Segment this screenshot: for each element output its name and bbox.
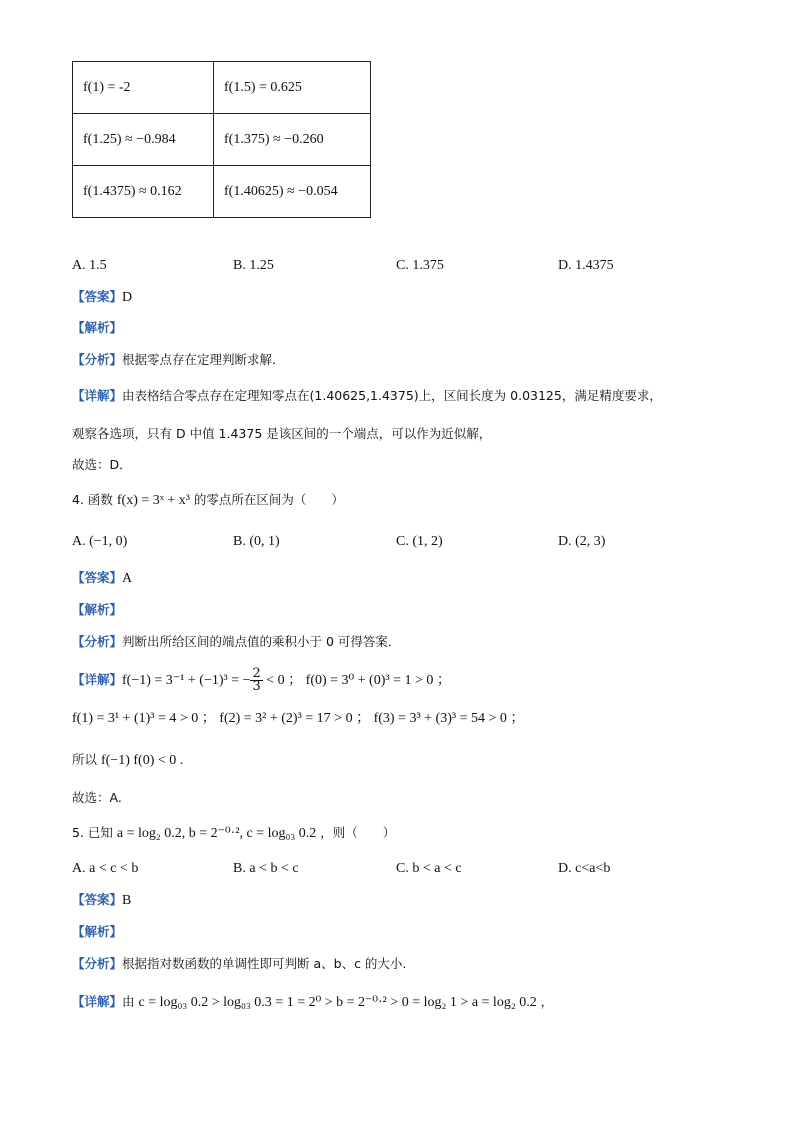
conclusion-suffix: . xyxy=(176,753,184,768)
q5-answer xyxy=(72,891,131,910)
q4-guxuan: 故选：A. xyxy=(72,790,122,805)
function-values-table xyxy=(72,61,371,218)
table-cell: f(1.5) = 0.625 xyxy=(214,62,371,114)
q4-conclusion xyxy=(72,751,183,770)
fraction-numerator: 2 xyxy=(252,666,261,681)
jiexi-tag: 【解析】 xyxy=(72,602,123,617)
q3-answer xyxy=(72,288,132,307)
fenxi-tag: 【分析】 xyxy=(72,956,123,971)
answer-tag: 【答案】 xyxy=(72,289,123,304)
fraction-denominator: 3 xyxy=(252,679,261,694)
q4-xiangjie xyxy=(72,668,451,693)
xiangjie-tag: 【详解】 xyxy=(72,388,123,403)
fenxi-text: 根据指对数函数的单调性即可判断 a、b、c 的大小. xyxy=(122,956,407,971)
answer-value: B xyxy=(122,893,132,908)
q3-xiangjie-2: 观察各选项，只有 D 中值 1.4375 是该区间的一个端点，可以作为近似解， xyxy=(72,426,492,441)
q3-jiexi xyxy=(72,319,122,338)
table-cell: f(1.375) ≈ −0.260 xyxy=(214,114,371,166)
q4-stem-func: f(x) = 3ˣ + x³ xyxy=(116,493,190,508)
q4-jiexi xyxy=(72,601,122,620)
fraction xyxy=(250,668,262,693)
q5-stem xyxy=(72,824,395,843)
q3-fenxi xyxy=(72,351,285,370)
q5-option-d: D. c<a<b xyxy=(558,861,611,876)
q4-option-d: D. (2, 3) xyxy=(558,534,606,549)
q4-fenxi xyxy=(72,633,400,652)
table-row xyxy=(73,114,371,166)
xiangjie-tag: 【详解】 xyxy=(72,994,123,1009)
fenxi-text: 判断出所给区间的端点值的乘积小于 0 可得答案． xyxy=(122,634,401,649)
q4-option-a: A. (−1, 0) xyxy=(72,534,128,549)
answer-tag: 【答案】 xyxy=(72,892,123,907)
xiangjie-math: c = log₀₃ 0.2 > log₀₃ 0.3 = 1 = 2⁰ > b = 2⁻⁰·² > 0 = log₂ 1 > a = log₂ 0.2 xyxy=(138,995,537,1010)
xiangjie-prefix: 由 xyxy=(122,994,139,1009)
xiangjie-tag: 【详解】 xyxy=(72,672,123,687)
q4-stem-suffix: 的零点所在区间为（ ） xyxy=(189,492,344,507)
xiangjie-suffix: ， xyxy=(536,994,554,1009)
q4-option-c: C. (1, 2) xyxy=(396,534,443,549)
q3-option-b: B. 1.25 xyxy=(233,258,274,273)
q3-guxuan: 故选：D． xyxy=(72,457,132,472)
q4-stem xyxy=(72,491,344,510)
fenxi-text: 根据零点存在定理判断求解． xyxy=(122,352,285,367)
q4-detail-1b: < 0 ； f(0) = 3⁰ + (0)³ = 1 > 0 ； xyxy=(262,673,451,688)
q5-stem-suffix: ，则（ ） xyxy=(316,825,396,840)
q3-xiangjie xyxy=(72,387,662,406)
jiexi-tag: 【解析】 xyxy=(72,924,123,939)
table-row xyxy=(73,166,371,218)
answer-value: A xyxy=(122,571,133,586)
q4-answer xyxy=(72,569,132,588)
q3-option-c: C. 1.375 xyxy=(396,258,444,273)
q5-xiangjie xyxy=(72,993,553,1012)
q3-option-d: D. 1.4375 xyxy=(558,258,614,273)
table-row xyxy=(73,62,371,114)
fenxi-tag: 【分析】 xyxy=(72,352,123,367)
answer-value: D xyxy=(122,290,133,305)
q5-stem-math: a = log₂ 0.2, b = 2⁻⁰·², c = log₀₃ 0.2 xyxy=(116,826,317,841)
q5-option-c: C. b < a < c xyxy=(396,861,462,876)
conclusion-prefix: 所以 xyxy=(72,752,101,767)
table-cell: f(1.40625) ≈ −0.054 xyxy=(214,166,371,218)
jiexi-tag: 【解析】 xyxy=(72,320,123,335)
q4-option-b: B. (0, 1) xyxy=(233,534,280,549)
q5-option-b: B. a < b < c xyxy=(233,861,299,876)
q4-detail-1a: f(−1) = 3⁻¹ + (−1)³ = − xyxy=(122,673,251,688)
q3-option-a: A. 1.5 xyxy=(72,258,107,273)
q5-stem-prefix: 5. 已知 xyxy=(72,825,117,840)
q5-jiexi xyxy=(72,923,122,942)
fenxi-tag: 【分析】 xyxy=(72,634,123,649)
answer-tag: 【答案】 xyxy=(72,570,123,585)
table-cell: f(1) = -2 xyxy=(73,62,214,114)
q5-fenxi xyxy=(72,955,406,974)
q4-stem-prefix: 4. 函数 xyxy=(72,492,117,507)
table-cell: f(1.25) ≈ −0.984 xyxy=(73,114,214,166)
q5-option-a: A. a < c < b xyxy=(72,861,139,876)
q4-detail-2: f(1) = 3¹ + (1)³ = 4 > 0 ； f(2) = 3² + (2)³ = 17 > 0 ； f(3) = 3³ + (3)³ = 54 > 0 ； xyxy=(72,711,525,726)
table-cell: f(1.4375) ≈ 0.162 xyxy=(73,166,214,218)
conclusion-math: f(−1) f(0) < 0 xyxy=(100,753,177,768)
xiangjie-text: 由表格结合零点存在定理知零点在(1.40625,1.4375)上，区间长度为 0.03125，满足精度要求， xyxy=(122,388,662,403)
